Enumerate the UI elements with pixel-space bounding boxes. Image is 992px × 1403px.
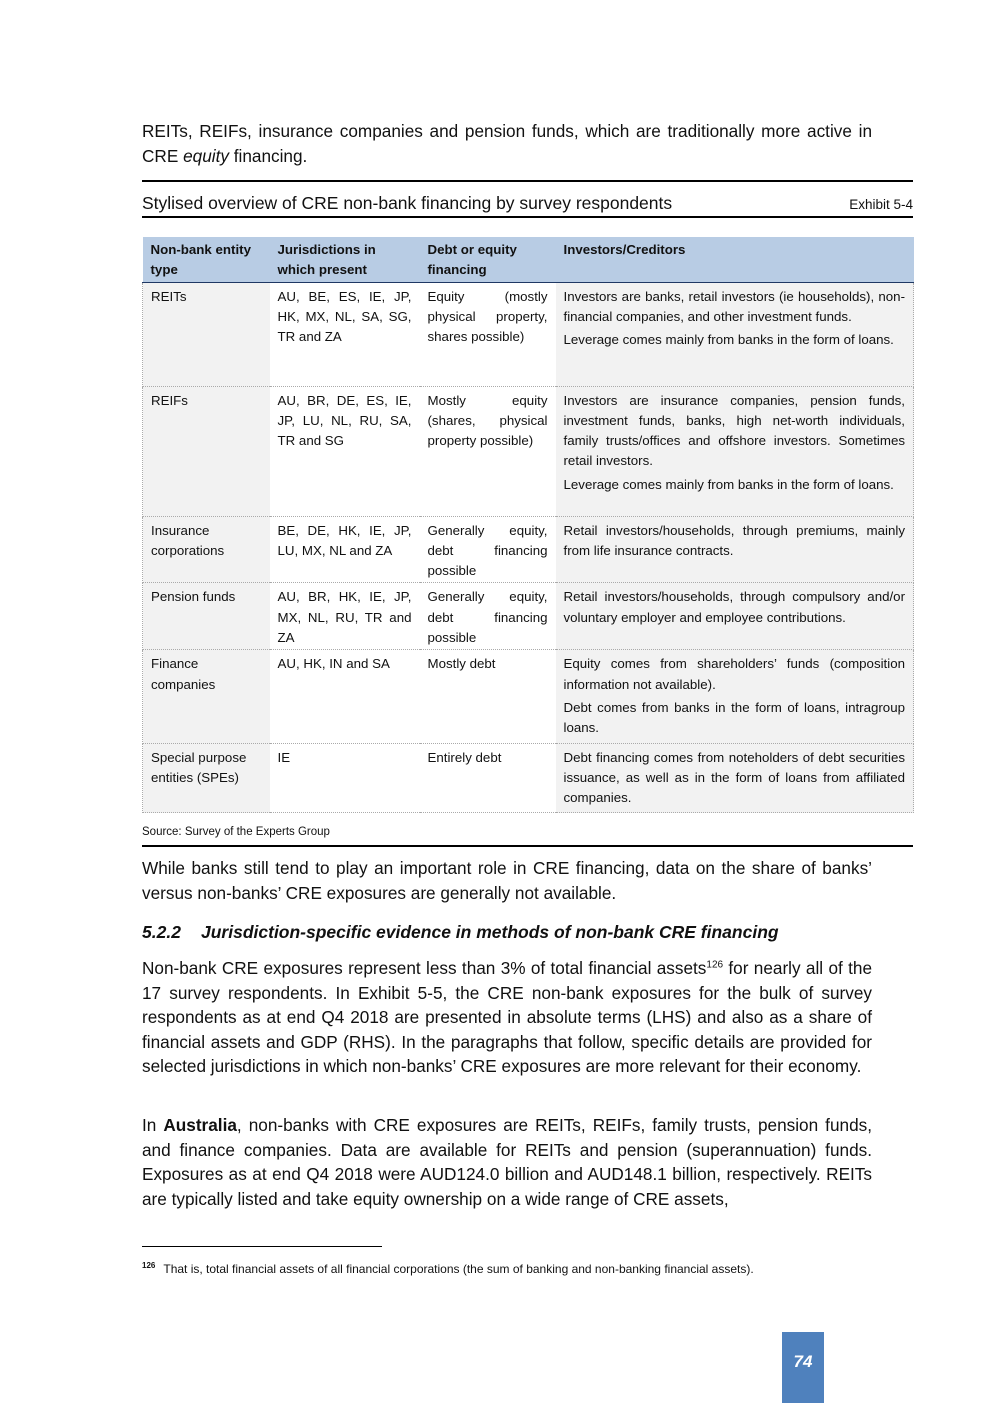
header-financing: Debt or equity financing: [420, 237, 556, 282]
cell-financing: Equity (mostly physical property, shares possible): [420, 282, 556, 386]
table-row: [143, 650, 914, 743]
cell-investors: [556, 583, 914, 650]
cell-entity-type: Pension funds: [143, 583, 270, 650]
cell-entity-type: Insurance corporations: [143, 516, 270, 583]
table-row: [143, 386, 914, 516]
page-number: 74: [782, 1332, 824, 1403]
table-row: [143, 583, 914, 650]
cell-investors: [556, 743, 914, 813]
cell-jurisdictions: AU, BR, DE, ES, IE, JP, LU, NL, RU, SA, TR and SG: [270, 386, 420, 516]
investors-text: Debt comes from banks in the form of loans, intragroup loans.: [563, 699, 905, 736]
cell-investors: [556, 386, 914, 516]
source-divider: [142, 845, 913, 847]
investors-text: Retail investors/households, through premiums, mainly from life insurance contracts.: [563, 522, 905, 558]
footnote-divider: [142, 1246, 382, 1247]
cell-jurisdictions: BE, DE, HK, IE, JP, LU, MX, NL and ZA: [270, 516, 420, 583]
intro-text-end: financing.: [228, 145, 308, 166]
intro-text: REITs, REIFs, insurance companies and pension funds, which are traditionally more active in CRE: [142, 121, 872, 166]
cell-jurisdictions: AU, HK, IN and SA: [270, 650, 420, 743]
footnote: [142, 1261, 754, 1276]
cell-investors: [556, 650, 914, 743]
table-row: [143, 282, 914, 386]
cell-entity-type: REITs: [143, 282, 270, 386]
section-heading: [142, 922, 779, 943]
cell-financing: Generally equity, debt financing possible: [420, 516, 556, 583]
cell-financing: Generally equity, debt financing possible: [420, 583, 556, 650]
investors-text: Investors are banks, retail investors (ie households), non-financial companies, and other investment funds.: [563, 288, 905, 324]
australia-text: In: [142, 1115, 164, 1135]
footnote-text: That is, total financial assets of all financial corporations (the sum of banking and non-banking financial assets).: [163, 1262, 754, 1276]
cell-financing: Mostly debt: [420, 650, 556, 743]
exhibit-table: [142, 237, 914, 813]
exhibit-number: Exhibit 5-4: [849, 197, 913, 212]
investors-text: Debt financing comes from noteholders of debt securities issuance, as well as in the form of loans from affiliated companies.: [563, 749, 905, 806]
exhibit-header: [142, 180, 913, 218]
footnote-number: 126: [142, 1261, 156, 1270]
exposures-text: Non-bank CRE exposures represent less than 3% of total financial assets: [142, 958, 707, 978]
cell-entity-type: REIFs: [143, 386, 270, 516]
investors-text: Leverage comes mainly from banks in the form of loans.: [563, 476, 894, 492]
footnote-reference[interactable]: 126: [706, 959, 724, 971]
cell-entity-type: Special purpose entities (SPEs): [143, 743, 270, 813]
table-row: [143, 516, 914, 583]
investors-text: Equity comes from shareholders’ funds (composition information not available).: [563, 656, 905, 692]
intro-paragraph: [142, 119, 872, 168]
exhibit-source: Source: Survey of the Experts Group: [142, 826, 330, 838]
investors-text: Investors are insurance companies, pension funds, investment funds, banks, high net-worth individuals, family trusts/offices and offshore investors. Sometimes retail investors.: [563, 392, 905, 469]
cell-financing: Entirely debt: [420, 743, 556, 813]
cell-jurisdictions: AU, BE, ES, IE, JP, HK, MX, NL, SA, SG, TR and ZA: [270, 282, 420, 386]
table-header-row: [143, 237, 914, 282]
header-jurisdictions: Jurisdictions in which present: [270, 237, 420, 282]
table-row: [143, 743, 914, 813]
exposures-paragraph: [142, 956, 872, 1079]
intro-emphasis: equity: [183, 145, 229, 166]
header-entity-type: Non-bank entity type: [143, 237, 270, 282]
exhibit-title: Stylised overview of CRE non-bank financing by survey respondents: [142, 193, 673, 213]
cell-financing: Mostly equity (shares, physical property possible): [420, 386, 556, 516]
cell-jurisdictions: IE: [270, 743, 420, 813]
banks-paragraph: While banks still tend to play an important role in CRE financing, data on the share of banks’ versus non-banks’ CRE exposures are generally not available.: [142, 858, 872, 903]
australia-bold: Australia: [163, 1115, 237, 1135]
cell-entity-type: Finance companies: [143, 650, 270, 743]
cell-jurisdictions: AU, BR, HK, IE, JP, MX, NL, RU, TR and ZA: [270, 583, 420, 650]
investors-text: Retail investors/households, through compulsory and/or voluntary employer and employee contributions.: [563, 589, 905, 625]
cell-investors: [556, 282, 914, 386]
investors-text: Leverage comes mainly from banks in the form of loans.: [563, 332, 894, 348]
section-title: Jurisdiction-specific evidence in methods of non-bank CRE financing: [201, 922, 779, 942]
australia-paragraph: [142, 1113, 872, 1211]
exposures-text-end: for nearly all of the 17 survey respondents. In Exhibit 5-5, the CRE non-bank exposures for the bulk of survey respondents as at end Q4 2018 are presented in absolute terms (LHS) and also as a share of financial assets and GDP (RHS). In the paragraphs that follow, specific details are provided for selected jurisdictions in which non-banks’ CRE exposures are more relevant for their economy.: [142, 958, 872, 1076]
section-number: 5.2.2: [142, 922, 181, 942]
cell-investors: [556, 516, 914, 583]
australia-text-end: , non-banks with CRE exposures are REITs, REIFs, family trusts, pension funds, and finance companies. Data are available for REITs and pension (superannuation) funds. Exposures as at end Q4 2018 were AUD124.0 billion and AUD148.1 billion, respectively. REITs are typically listed and take equity ownership on a wide range of CRE assets,: [142, 1115, 872, 1209]
header-investors: Investors/Creditors: [556, 237, 914, 282]
